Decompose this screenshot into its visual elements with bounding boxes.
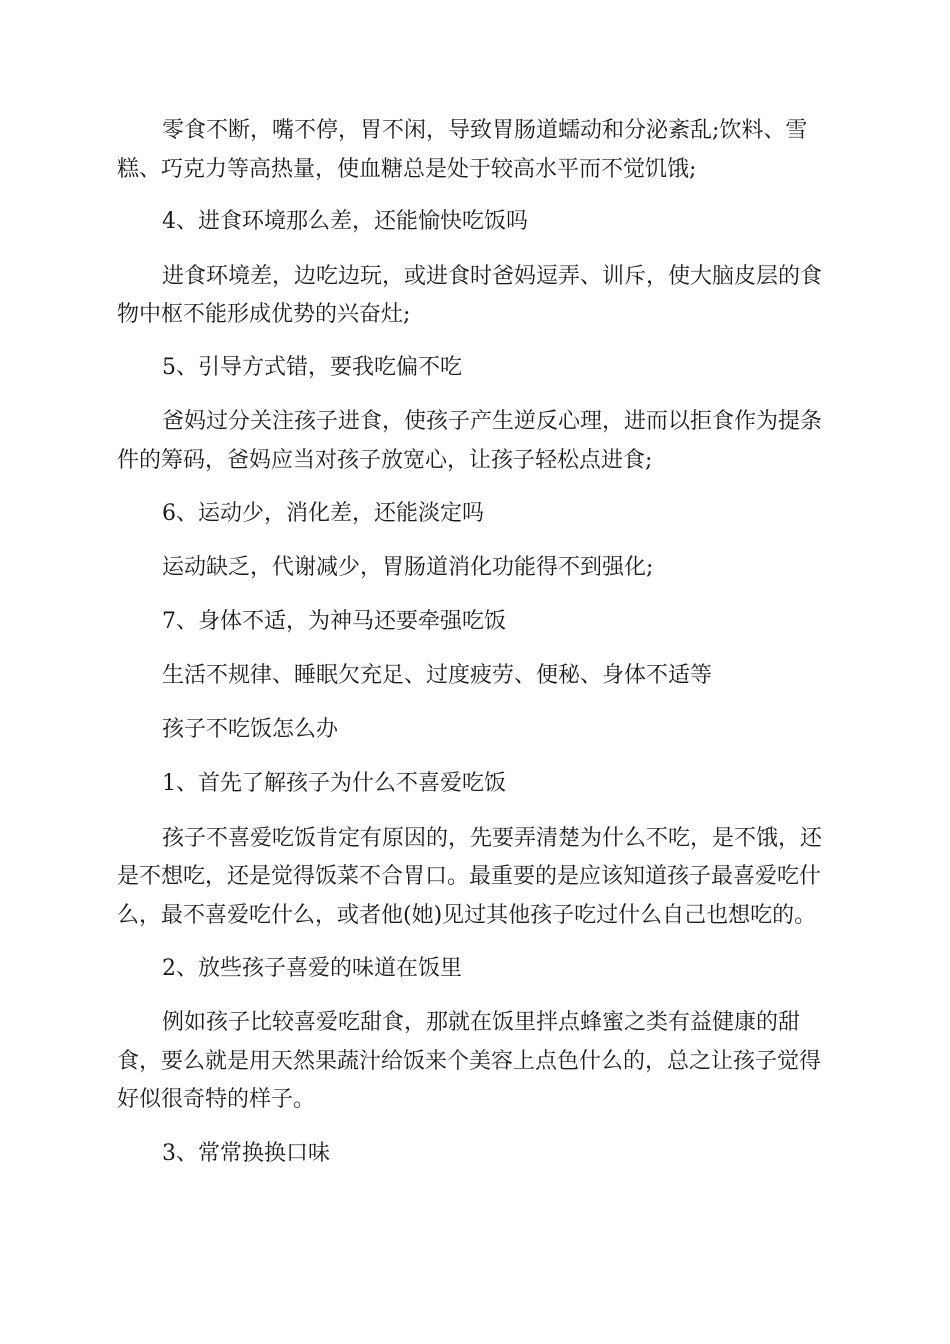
paragraph-line: 爸妈过分关注孩子进食，使孩子产生逆反心理，进而以拒食作为提条 [162, 409, 823, 434]
paragraph-line: 运动缺乏，代谢减少，胃肠道消化功能得不到强化; [162, 555, 654, 580]
section-heading: 7、身体不适，为神马还要牵强吃饭 [162, 609, 506, 634]
paragraph-line: 是不想吃，还是觉得饭菜不合胃口。最重要的是应该知道孩子最喜爱吃什 [117, 864, 822, 889]
section-heading: 2、放些孩子喜爱的味道在饭里 [162, 956, 462, 981]
section-title: 孩子不吃饭怎么办 [162, 717, 339, 742]
section-heading: 4、进食环境那么差，还能愉快吃饭吗 [162, 209, 528, 234]
section-heading: 6、运动少，消化差，还能淡定吗 [162, 501, 484, 526]
paragraph-line: 糕、巧克力等高热量，使血糖总是处于较高水平而不觉饥饿; [117, 157, 697, 182]
paragraph-line: 物中枢不能形成优势的兴奋灶; [117, 302, 411, 327]
section-heading: 5、引导方式错，要我吃偏不吃 [162, 355, 462, 380]
paragraph-line: 零食不断，嘴不停，胃不闲，导致胃肠道蠕动和分泌紊乱;饮料、雪 [162, 118, 808, 143]
paragraph-line: 孩子不喜爱吃饭肯定有原因的，先要弄清楚为什么不吃，是不饿，还 [162, 826, 823, 851]
paragraph-line: 食，要么就是用天然果蔬汁给饭来个美容上点色什么的，总之让孩子觉得 [117, 1049, 822, 1074]
section-heading: 1、首先了解孩子为什么不喜爱吃饭 [162, 771, 506, 796]
paragraph-line: 例如孩子比较喜爱吃甜食，那就在饭里拌点蜂蜜之类有益健康的甜 [162, 1010, 801, 1035]
paragraph-line: 么，最不喜爱吃什么，或者他(她)见过其他孩子吃过什么自己也想吃的。 [117, 903, 817, 928]
section-heading: 3、常常换换口味 [162, 1141, 330, 1166]
paragraph-line: 件的筹码，爸妈应当对孩子放宽心，让孩子轻松点进食; [117, 448, 653, 473]
paragraph-line: 好似很奇特的样子。 [117, 1087, 316, 1112]
paragraph-line: 进食环境差，边吃边玩，或进食时爸妈逗弄、训斥，使大脑皮层的食 [162, 264, 823, 289]
paragraph-line: 生活不规律、睡眠欠充足、过度疲劳、便秘、身体不适等 [162, 663, 713, 688]
